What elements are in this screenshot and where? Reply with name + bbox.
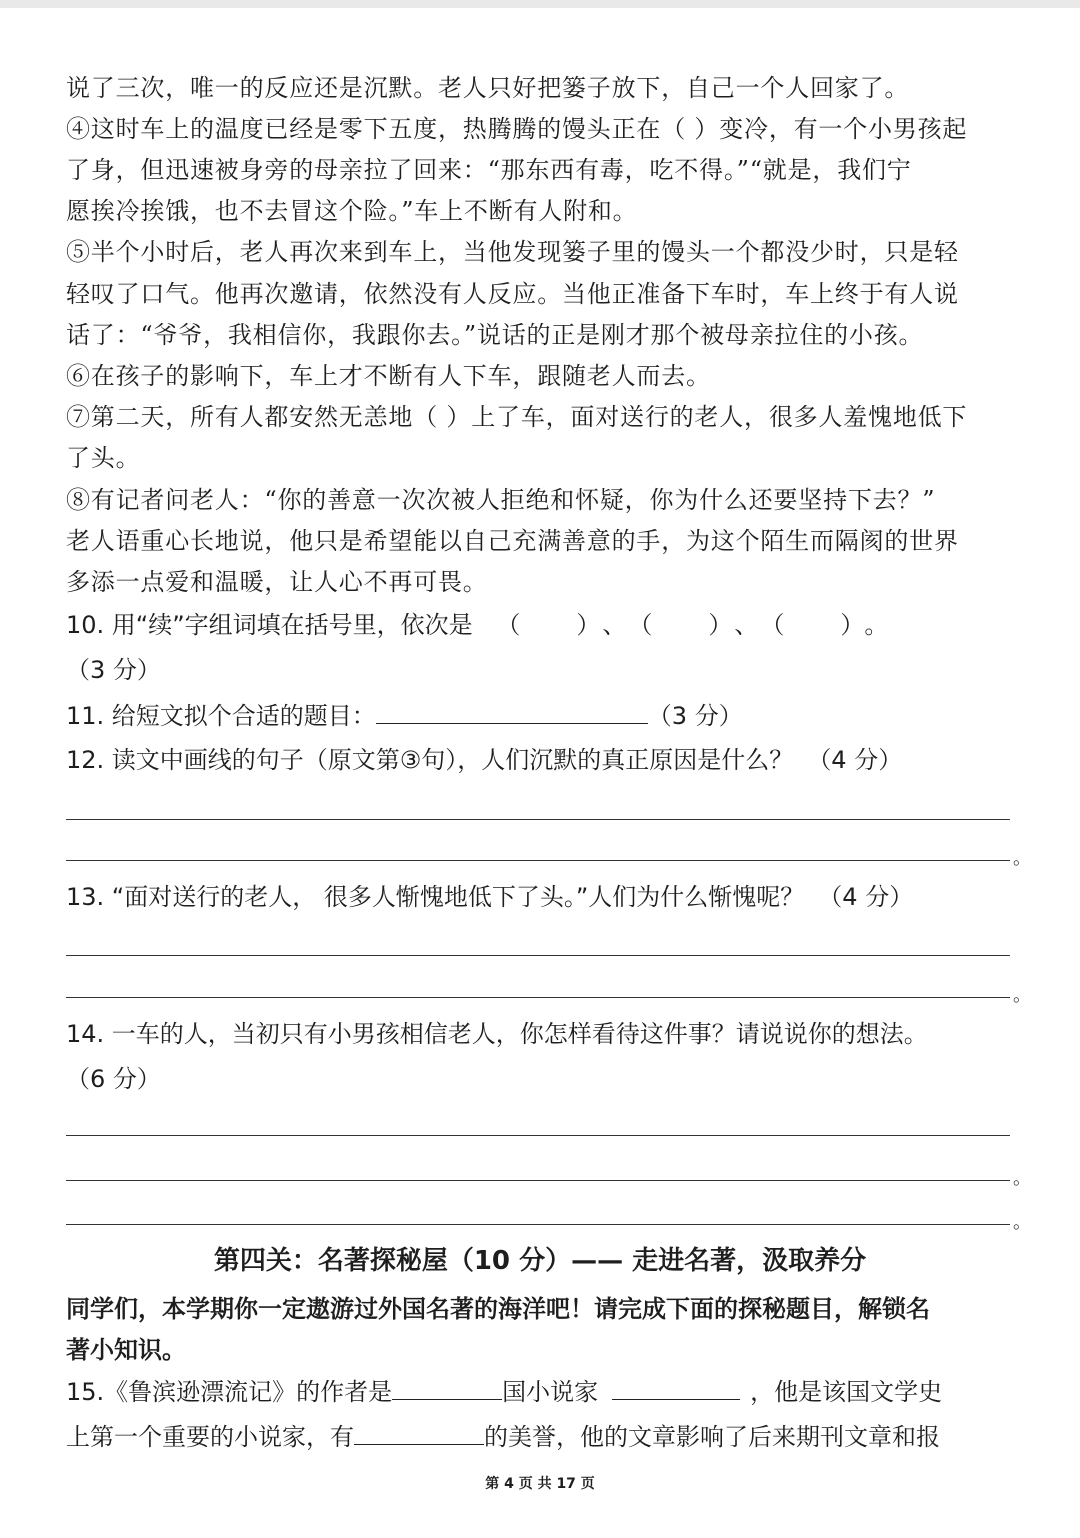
- title-blank[interactable]: [376, 703, 648, 724]
- answer-line[interactable]: [66, 1224, 1010, 1225]
- question-15-text: ，他是该国文学史: [750, 1378, 943, 1406]
- paren-open: （: [628, 611, 653, 639]
- question-15-cont: [66, 1424, 1022, 1449]
- author-blank[interactable]: [612, 1379, 740, 1400]
- end-dot: 。: [1013, 848, 1031, 869]
- question-11: [66, 703, 1022, 728]
- answer-line[interactable]: [66, 1180, 1010, 1181]
- passage-line: 话了：“爷爷，我相信你，我跟你去。”说话的正是刚才那个被母亲拉住的小孩。: [66, 321, 924, 349]
- paren-close: ）: [840, 611, 865, 639]
- question-15-text: 15.《鲁滨逊漂流记》的作者是: [66, 1378, 393, 1406]
- question-15-text: 上第一个重要的小说家，有: [66, 1423, 354, 1451]
- answer-line[interactable]: [66, 997, 1010, 998]
- passage-line: 了身，但迅速被身旁的母亲拉了回来：“那东西有毒，吃不得。”“就是，我们宁: [66, 156, 912, 184]
- separator: 、: [734, 611, 759, 639]
- page-footer: 第 4 页 共 17 页: [485, 1476, 595, 1492]
- question-13: [66, 885, 1022, 909]
- end-dot: 。: [1013, 1168, 1031, 1189]
- passage-line: 老人语重心长地说，他只是希望能以自己充满善意的手，为这个陌生而隔阂的世界: [66, 527, 959, 555]
- question-12-score: （4 分）: [807, 746, 903, 774]
- question-12: [66, 748, 1022, 772]
- passage-line: ⑧有记者问老人：“你的善意一次次被人拒绝和怀疑，你为什么还要坚持下去？”: [66, 486, 936, 514]
- question-15: [66, 1379, 1022, 1404]
- answer-line[interactable]: [66, 1135, 1010, 1136]
- passage-line: 多添一点爱和温暖，让人心不再可畏。: [66, 568, 488, 596]
- separator: 、: [602, 611, 627, 639]
- question-14: 14. 一车的人，当初只有小男孩相信老人，你怎样看待这件事？请说说你的想法。: [66, 1020, 928, 1048]
- passage-line: 轻叹了口气。他再次邀请，依然没有人反应。当他正准备下车时，车上终于有人说: [66, 280, 959, 308]
- paren-open: （: [496, 611, 521, 639]
- question-10: [66, 613, 1022, 637]
- passage-line: ⑤半个小时后，老人再次来到车上，当他发现篓子里的馒头一个都没少时，只是轻: [66, 238, 959, 266]
- answer-line[interactable]: [66, 819, 1010, 820]
- answer-line[interactable]: [66, 955, 1010, 956]
- passage-line: ④这时车上的温度已经是零下五度，热腾腾的馒头正在（ ）变冷，有一个小男孩起: [66, 115, 968, 143]
- end-mark: 。: [864, 611, 889, 639]
- paren-close: ）: [708, 611, 733, 639]
- honor-blank[interactable]: [354, 1424, 484, 1445]
- question-10-score: （3 分）: [66, 656, 161, 684]
- answer-line[interactable]: [66, 860, 1010, 861]
- passage-line: 了头。: [66, 444, 141, 472]
- passage-line: 说了三次，唯一的反应还是沉默。老人只好把篓子放下，自己一个人回家了。: [66, 74, 910, 102]
- question-15-text: 国小说家: [502, 1378, 599, 1406]
- section-title: 第四关：名著探秘屋（10 分）—— 走进名著，汲取养分: [213, 1246, 867, 1276]
- passage-line: 愿挨冷挨饿，也不去冒这个险。”车上不断有人附和。: [66, 197, 638, 225]
- end-dot: 。: [1013, 985, 1031, 1006]
- passage-line: ⑥在孩子的影响下，车上才不断有人下车，跟随老人而去。: [66, 362, 711, 390]
- section-intro-line: 同学们，本学期你一定遨游过外国名著的海洋吧！请完成下面的探秘题目，解锁名: [66, 1295, 930, 1323]
- question-10-text: 10. 用“续”字组词填在括号里，依次是: [66, 611, 473, 639]
- paren-open: （: [760, 611, 785, 639]
- top-edge: [0, 0, 1080, 8]
- nationality-blank[interactable]: [392, 1379, 502, 1400]
- question-11-text: 11. 给短文拟个合适的题目：: [66, 702, 376, 730]
- end-dot: 。: [1013, 1212, 1031, 1233]
- question-12-text: 12. 读文中画线的句子（原文第③句），人们沉默的真正原因是什么？: [66, 746, 794, 774]
- question-11-score: （3 分）: [647, 702, 743, 730]
- question-13-score: （4 分）: [818, 883, 914, 911]
- section-intro-line: 著小知识。: [66, 1336, 186, 1364]
- question-14-score: （6 分）: [66, 1065, 161, 1093]
- passage-line: ⑦第二天，所有人都安然无恙地（ ）上了车，面对送行的老人，很多人羞愧地低下: [66, 403, 968, 431]
- question-15-text: 的美誉，他的文章影响了后来期刊文章和报: [484, 1423, 940, 1451]
- question-13-text: 13. “面对送行的老人， 很多人惭愧地低下了头。”人们为什么惭愧呢？: [66, 883, 805, 911]
- paren-close: ）: [576, 611, 601, 639]
